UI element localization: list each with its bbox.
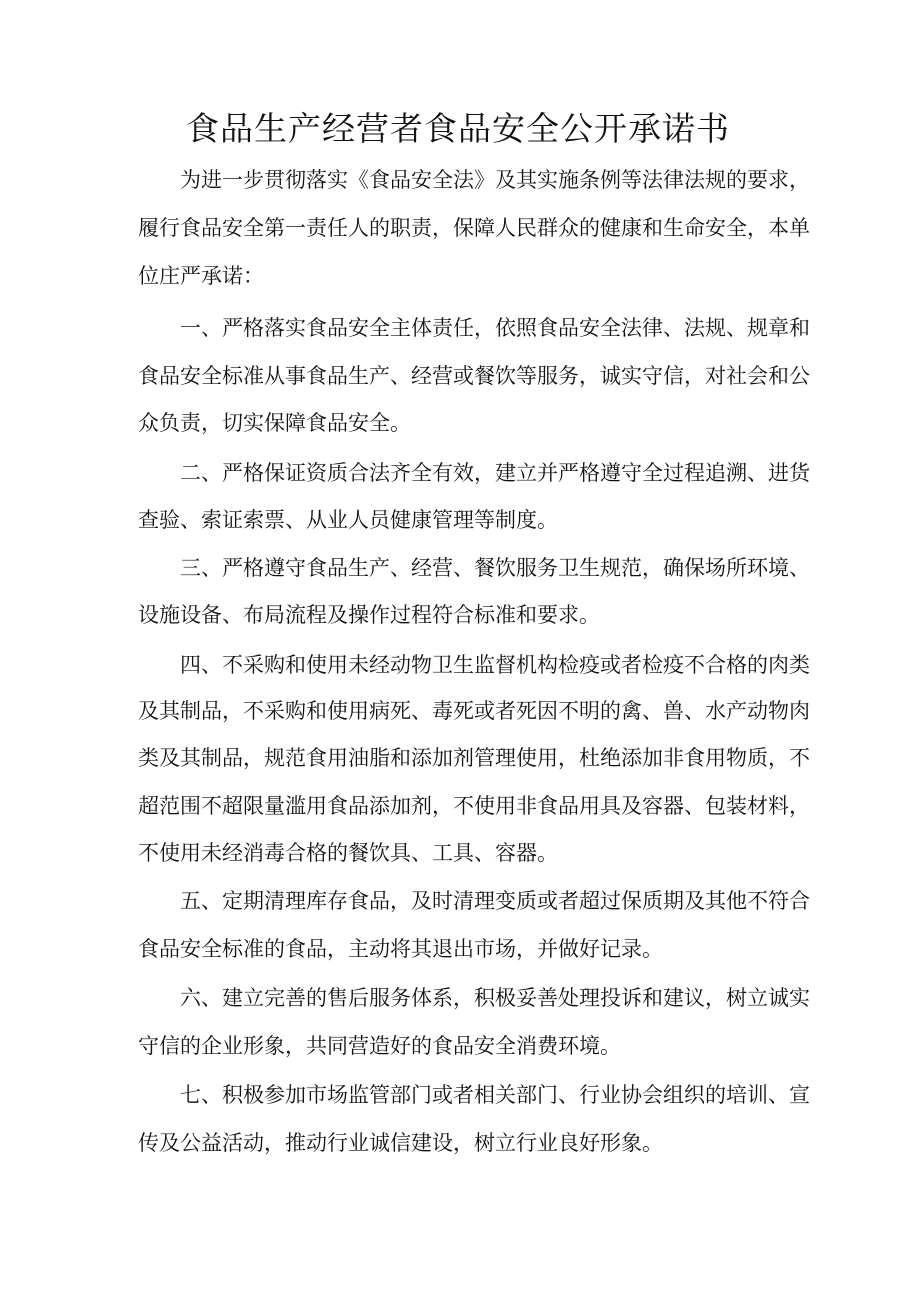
intro-line-1: 为进一步贯彻落实《食品安全法》及其实施条例等法律法规的要求，	[180, 168, 810, 192]
clause-4-line-2: 及其制品，不采购和使用病死、毒死或者死因不明的禽、兽、水产动物肉	[138, 699, 810, 723]
clause-1-line-1: 一、严格落实食品安全主体责任，依照食品安全法律、法规、规章和	[180, 316, 810, 340]
clause-7-line-1: 七、积极参加市场监管部门或者相关部门、行业协会组织的培训、宣	[180, 1083, 810, 1107]
clause-2-line-2: 查验、索证索票、从业人员健康管理等制度。	[138, 508, 558, 532]
intro-line-3: 位庄严承诺：	[138, 264, 264, 288]
clause-1-line-3: 众负责，切实保障食品安全。	[138, 411, 411, 435]
clause-7-line-2: 传及公益活动，推动行业诚信建设，树立行业良好形象。	[138, 1131, 663, 1155]
clause-2-line-1: 二、严格保证资质合法齐全有效，建立并严格遵守全过程追溯、进货	[180, 461, 810, 485]
clause-6-line-2: 守信的企业形象，共同营造好的食品安全消费环境。	[138, 1034, 621, 1058]
clause-3-line-2: 设施设备、布局流程及操作过程符合标准和要求。	[138, 603, 600, 627]
clause-3-line-1: 三、严格遵守食品生产、经营、餐饮服务卫生规范，确保场所环境、	[180, 556, 810, 580]
clause-4-line-1: 四、不采购和使用未经动物卫生监督机构检疫或者检疫不合格的肉类	[180, 653, 810, 677]
clause-5-line-1: 五、定期清理库存食品，及时清理变质或者超过保质期及其他不符合	[180, 889, 810, 913]
clause-4-line-3: 类及其制品，规范食用油脂和添加剂管理使用，杜绝添加非食用物质，不	[138, 746, 810, 770]
intro-line-2: 履行食品安全第一责任人的职责，保障人民群众的健康和生命安全，本单	[138, 216, 810, 240]
clause-5-line-2: 食品安全标准的食品，主动将其退出市场，并做好记录。	[138, 937, 663, 961]
document-title: 食品生产经营者食品安全公开承诺书	[186, 109, 730, 148]
clause-4-line-5: 不使用未经消毒合格的餐饮具、工具、容器。	[138, 841, 558, 865]
clause-1-line-2: 食品安全标准从事食品生产、经营或餐饮等服务，诚实守信，对社会和公	[138, 364, 810, 388]
clause-6-line-1: 六、建立完善的售后服务体系，积极妥善处理投诉和建议，树立诚实	[180, 986, 810, 1010]
clause-4-line-4: 超范围不超限量滥用食品添加剂，不使用非食品用具及容器、包装材料，	[138, 794, 810, 818]
